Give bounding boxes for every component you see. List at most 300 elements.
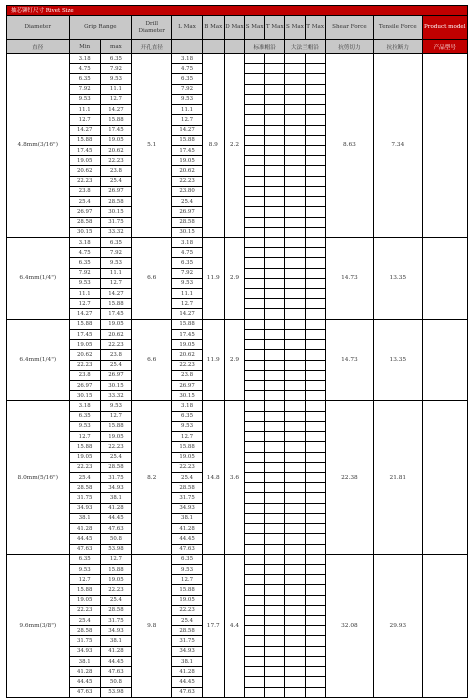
grip-max-cell: 38.1	[100, 493, 131, 503]
s-max-large-cell	[285, 626, 305, 636]
grip-max-cell: 14.27	[100, 289, 131, 299]
s-max-standard-cell	[245, 115, 265, 125]
grip-max-cell: 53.98	[100, 687, 131, 697]
s-max-standard-cell	[245, 575, 265, 585]
grip-min-cell: 23.8	[69, 186, 100, 196]
t-max-standard-cell	[265, 636, 285, 646]
t-max-large-cell	[305, 319, 325, 329]
grip-min-cell: 19.05	[69, 452, 100, 462]
b-max-cell: 17.7	[202, 554, 224, 697]
t-max-standard-cell	[265, 217, 285, 227]
s-max-large-cell	[285, 258, 305, 268]
t-max-standard-cell	[265, 309, 285, 319]
grip-max-cell: 15.88	[100, 421, 131, 431]
s-max-standard-cell	[245, 105, 265, 115]
s-max-large-cell	[285, 381, 305, 391]
grip-min-cell: 12.7	[69, 575, 100, 585]
s-max-standard-cell	[245, 54, 265, 64]
t-max-standard-cell	[265, 575, 285, 585]
grip-max-cell: 11.1	[100, 84, 131, 94]
t-max-standard-cell	[265, 186, 285, 196]
s-max-large-cell	[285, 391, 305, 401]
grip-min-cell: 11.1	[69, 105, 100, 115]
s-max-standard-cell	[245, 176, 265, 186]
t-max-large-cell	[305, 360, 325, 370]
grip-min-cell: 15.88	[69, 319, 100, 329]
grip-max-cell: 19.05	[100, 319, 131, 329]
l-max-cell: 7.92	[172, 268, 202, 278]
t-max-standard-cell	[265, 626, 285, 636]
b-max-cell: 8.9	[202, 54, 224, 238]
l-max-cell: 19.05	[172, 156, 202, 166]
t-max-standard-cell	[265, 176, 285, 186]
l-max-cell: 19.05	[172, 595, 202, 605]
grip-max-cell: 26.97	[100, 370, 131, 380]
l-max-cell: 23.8	[172, 370, 202, 380]
grip-max-cell: 25.4	[100, 452, 131, 462]
grip-min-cell: 38.1	[69, 513, 100, 523]
grip-max-cell: 11.1	[100, 268, 131, 278]
subheader-drill: 开孔直径	[132, 40, 172, 54]
grip-min-cell: 44.45	[69, 677, 100, 687]
l-max-cell: 11.1	[172, 105, 202, 115]
grip-max-cell: 50.8	[100, 534, 131, 544]
s-max-standard-cell	[245, 278, 265, 288]
t-max-large-cell	[305, 667, 325, 677]
grip-max-cell: 9.53	[100, 401, 131, 411]
s-max-large-cell	[285, 462, 305, 472]
t-max-large-cell	[305, 74, 325, 84]
grip-max-cell: 47.63	[100, 524, 131, 534]
t-max-standard-cell	[265, 329, 285, 339]
l-max-cell: 19.05	[172, 452, 202, 462]
t-max-standard-cell	[265, 268, 285, 278]
s-max-large-cell	[285, 442, 305, 452]
t-max-large-cell	[305, 687, 325, 697]
grip-max-cell: 6.35	[100, 54, 131, 64]
grip-max-cell: 28.58	[100, 462, 131, 472]
l-max-cell: 12.7	[172, 299, 202, 309]
table-row	[7, 237, 468, 247]
grip-max-cell: 12.7	[100, 554, 131, 564]
grip-max-cell: 15.88	[100, 564, 131, 574]
grip-max-cell: 22.23	[100, 585, 131, 595]
grip-min-cell: 14.27	[69, 309, 100, 319]
s-max-large-cell	[285, 299, 305, 309]
l-max-cell: 26.97	[172, 207, 202, 217]
s-max-standard-cell	[245, 319, 265, 329]
s-max-standard-cell	[245, 227, 265, 237]
subheader-l-blank	[172, 40, 202, 54]
t-max-large-cell	[305, 544, 325, 554]
s-max-large-cell	[285, 564, 305, 574]
l-max-cell: 22.23	[172, 360, 202, 370]
t-max-standard-cell	[265, 156, 285, 166]
l-max-cell: 41.28	[172, 667, 202, 677]
s-max-standard-cell	[245, 248, 265, 258]
t-max-standard-cell	[265, 421, 285, 431]
s-max-standard-cell	[245, 207, 265, 217]
l-max-cell: 28.58	[172, 626, 202, 636]
grip-min-cell: 6.35	[69, 74, 100, 84]
t-max-standard-cell	[265, 248, 285, 258]
s-max-large-cell	[285, 411, 305, 421]
s-max-large-cell	[285, 217, 305, 227]
s-max-large-cell	[285, 677, 305, 687]
grip-min-cell: 7.92	[69, 268, 100, 278]
grip-min-cell: 19.05	[69, 156, 100, 166]
s-max-large-cell	[285, 64, 305, 74]
s-max-standard-cell	[245, 462, 265, 472]
s-max-standard-cell	[245, 544, 265, 554]
grip-max-cell: 12.7	[100, 94, 131, 104]
t-max-standard-cell	[265, 452, 285, 462]
t-max-standard-cell	[265, 360, 285, 370]
l-max-cell: 11.1	[172, 289, 202, 299]
t-max-standard-cell	[265, 64, 285, 74]
tensile-force-cell: 7.34	[374, 54, 422, 238]
grip-min-cell: 12.7	[69, 115, 100, 125]
t-max-large-cell	[305, 493, 325, 503]
t-max-large-cell	[305, 626, 325, 636]
s-max-large-cell	[285, 186, 305, 196]
t-max-large-cell	[305, 554, 325, 564]
subheader-shear: 抗剪切力	[325, 40, 373, 54]
s-max-standard-cell	[245, 421, 265, 431]
grip-min-cell: 4.75	[69, 248, 100, 258]
grip-max-cell: 25.4	[100, 176, 131, 186]
l-max-cell: 26.97	[172, 381, 202, 391]
t-max-standard-cell	[265, 197, 285, 207]
grip-min-cell: 14.27	[69, 125, 100, 135]
drill-diameter-cell: 6.6	[132, 319, 172, 401]
t-max-standard-cell	[265, 84, 285, 94]
t-max-large-cell	[305, 186, 325, 196]
t-max-large-cell	[305, 370, 325, 380]
drill-diameter-cell: 6.6	[132, 237, 172, 319]
t-max-standard-cell	[265, 105, 285, 115]
grip-max-cell: 19.05	[100, 135, 131, 145]
grip-max-cell: 30.15	[100, 207, 131, 217]
grip-min-cell: 34.93	[69, 646, 100, 656]
l-max-cell: 22.23	[172, 605, 202, 615]
grip-max-cell: 33.32	[100, 227, 131, 237]
t-max-large-cell	[305, 84, 325, 94]
grip-max-cell: 50.8	[100, 677, 131, 687]
s-max-standard-cell	[245, 237, 265, 247]
t-max-large-cell	[305, 401, 325, 411]
l-max-cell: 28.58	[172, 483, 202, 493]
grip-min-cell: 26.97	[69, 381, 100, 391]
l-max-cell: 28.58	[172, 217, 202, 227]
grip-max-cell: 6.35	[100, 237, 131, 247]
header-shear-force: Shear Force	[325, 16, 373, 40]
t-max-standard-cell	[265, 207, 285, 217]
t-max-standard-cell	[265, 94, 285, 104]
grip-max-cell: 25.4	[100, 360, 131, 370]
t-max-large-cell	[305, 636, 325, 646]
t-max-large-cell	[305, 115, 325, 125]
grip-min-cell: 19.05	[69, 595, 100, 605]
table-row	[7, 54, 468, 64]
diameter-cell: 6.4mm(1/4")	[7, 237, 70, 319]
t-max-large-cell	[305, 462, 325, 472]
t-max-standard-cell	[265, 554, 285, 564]
grip-max-cell: 30.15	[100, 381, 131, 391]
t-max-standard-cell	[265, 483, 285, 493]
s-max-large-cell	[285, 145, 305, 155]
s-max-standard-cell	[245, 656, 265, 666]
s-max-standard-cell	[245, 616, 265, 626]
header-s-max-large: S Max	[285, 16, 305, 40]
s-max-large-cell	[285, 667, 305, 677]
s-max-standard-cell	[245, 452, 265, 462]
s-max-large-cell	[285, 278, 305, 288]
s-max-large-cell	[285, 115, 305, 125]
l-max-cell: 20.62	[172, 350, 202, 360]
s-max-standard-cell	[245, 135, 265, 145]
t-max-large-cell	[305, 237, 325, 247]
s-max-standard-cell	[245, 309, 265, 319]
s-max-standard-cell	[245, 329, 265, 339]
s-max-large-cell	[285, 176, 305, 186]
l-max-cell: 22.23	[172, 462, 202, 472]
grip-min-cell: 28.58	[69, 217, 100, 227]
s-max-large-cell	[285, 156, 305, 166]
product-model-cell	[422, 401, 467, 554]
l-max-cell: 12.7	[172, 432, 202, 442]
rivet-spec-table	[6, 15, 468, 698]
t-max-standard-cell	[265, 616, 285, 626]
grip-max-cell: 41.28	[100, 646, 131, 656]
s-max-large-cell	[285, 309, 305, 319]
t-max-large-cell	[305, 258, 325, 268]
t-max-standard-cell	[265, 145, 285, 155]
s-max-large-cell	[285, 513, 305, 523]
l-max-cell: 17.45	[172, 145, 202, 155]
t-max-standard-cell	[265, 319, 285, 329]
s-max-standard-cell	[245, 145, 265, 155]
subheader-diameter: 直径	[7, 40, 70, 54]
t-max-standard-cell	[265, 166, 285, 176]
grip-min-cell: 23.8	[69, 370, 100, 380]
t-max-standard-cell	[265, 544, 285, 554]
header-s-max-standard: S Max	[245, 16, 265, 40]
table-row	[7, 319, 468, 329]
s-max-large-cell	[285, 135, 305, 145]
grip-max-cell: 9.53	[100, 258, 131, 268]
l-max-cell: 30.15	[172, 227, 202, 237]
t-max-standard-cell	[265, 667, 285, 677]
grip-min-cell: 30.15	[69, 391, 100, 401]
s-max-standard-cell	[245, 370, 265, 380]
t-max-standard-cell	[265, 135, 285, 145]
s-max-standard-cell	[245, 74, 265, 84]
t-max-standard-cell	[265, 54, 285, 64]
l-max-cell: 14.27	[172, 309, 202, 319]
grip-max-cell: 15.88	[100, 115, 131, 125]
header-d-max: D Max	[224, 16, 244, 40]
d-max-cell: 4.4	[224, 554, 244, 697]
s-max-large-cell	[285, 687, 305, 697]
s-max-large-cell	[285, 329, 305, 339]
grip-max-cell: 44.45	[100, 513, 131, 523]
grip-min-cell: 20.62	[69, 166, 100, 176]
tensile-force-cell: 13.35	[374, 319, 422, 401]
grip-max-cell: 19.05	[100, 575, 131, 585]
sheet-title: 抽芯铆钉尺寸 Rivet Size	[6, 5, 468, 15]
header-l-max: L Max	[172, 16, 202, 40]
s-max-large-cell	[285, 472, 305, 482]
s-max-standard-cell	[245, 258, 265, 268]
t-max-large-cell	[305, 248, 325, 258]
l-max-cell: 12.7	[172, 115, 202, 125]
grip-min-cell: 28.58	[69, 483, 100, 493]
grip-min-cell: 38.1	[69, 656, 100, 666]
l-max-cell: 22.23	[172, 176, 202, 186]
s-max-standard-cell	[245, 350, 265, 360]
s-max-standard-cell	[245, 493, 265, 503]
grip-min-cell: 9.53	[69, 94, 100, 104]
t-max-large-cell	[305, 442, 325, 452]
subheader-tensile: 抗拉断力	[374, 40, 422, 54]
grip-max-cell: 22.23	[100, 442, 131, 452]
s-max-large-cell	[285, 340, 305, 350]
grip-max-cell: 34.93	[100, 483, 131, 493]
diameter-cell: 6.4mm(1/4")	[7, 319, 70, 401]
l-max-cell: 15.88	[172, 442, 202, 452]
l-max-cell: 9.53	[172, 564, 202, 574]
grip-min-cell: 26.97	[69, 207, 100, 217]
grip-max-cell: 33.32	[100, 391, 131, 401]
grip-min-cell: 41.28	[69, 667, 100, 677]
s-max-large-cell	[285, 248, 305, 258]
l-max-cell: 38.1	[172, 513, 202, 523]
product-model-cell	[422, 319, 467, 401]
diameter-cell: 9.6mm(3/8")	[7, 554, 70, 697]
header-diameter: Diameter	[7, 16, 70, 40]
t-max-large-cell	[305, 381, 325, 391]
s-max-standard-cell	[245, 411, 265, 421]
grip-min-cell: 25.4	[69, 472, 100, 482]
d-max-cell: 2.2	[224, 54, 244, 238]
grip-min-cell: 28.58	[69, 626, 100, 636]
grip-min-cell: 3.18	[69, 237, 100, 247]
grip-min-cell: 19.05	[69, 340, 100, 350]
grip-min-cell: 15.88	[69, 135, 100, 145]
t-max-standard-cell	[265, 595, 285, 605]
l-max-cell: 4.75	[172, 248, 202, 258]
header-grip-range: Grip Range	[69, 16, 132, 40]
t-max-large-cell	[305, 513, 325, 523]
grip-max-cell: 28.58	[100, 605, 131, 615]
grip-min-cell: 15.88	[69, 442, 100, 452]
s-max-standard-cell	[245, 636, 265, 646]
s-max-large-cell	[285, 207, 305, 217]
grip-min-cell: 17.45	[69, 329, 100, 339]
s-max-standard-cell	[245, 156, 265, 166]
t-max-large-cell	[305, 105, 325, 115]
b-max-cell: 11.9	[202, 237, 224, 319]
d-max-cell: 2.9	[224, 319, 244, 401]
grip-max-cell: 9.53	[100, 74, 131, 84]
s-max-standard-cell	[245, 667, 265, 677]
grip-max-cell: 34.93	[100, 626, 131, 636]
l-max-cell: 34.93	[172, 503, 202, 513]
l-max-cell: 3.18	[172, 54, 202, 64]
grip-max-cell: 14.27	[100, 105, 131, 115]
l-max-cell: 7.92	[172, 84, 202, 94]
s-max-standard-cell	[245, 94, 265, 104]
t-max-standard-cell	[265, 227, 285, 237]
grip-min-cell: 22.23	[69, 176, 100, 186]
t-max-large-cell	[305, 605, 325, 615]
s-max-large-cell	[285, 503, 305, 513]
product-model-cell	[422, 554, 467, 697]
shear-force-cell: 14.73	[325, 319, 373, 401]
table-row	[7, 401, 468, 411]
grip-max-cell: 23.8	[100, 350, 131, 360]
grip-min-cell: 3.18	[69, 401, 100, 411]
t-max-standard-cell	[265, 289, 285, 299]
grip-max-cell: 26.97	[100, 186, 131, 196]
t-max-large-cell	[305, 503, 325, 513]
s-max-large-cell	[285, 616, 305, 626]
grip-max-cell: 25.4	[100, 595, 131, 605]
s-max-large-cell	[285, 401, 305, 411]
s-max-standard-cell	[245, 687, 265, 697]
t-max-large-cell	[305, 207, 325, 217]
drill-diameter-cell: 8.2	[132, 401, 172, 554]
s-max-large-cell	[285, 237, 305, 247]
s-max-large-cell	[285, 166, 305, 176]
t-max-large-cell	[305, 483, 325, 493]
subheader-large-flange: 大法兰帽沿	[285, 40, 325, 54]
l-max-cell: 6.35	[172, 554, 202, 564]
l-max-cell: 23.80	[172, 186, 202, 196]
tensile-force-cell: 21.81	[374, 401, 422, 554]
l-max-cell: 47.63	[172, 687, 202, 697]
l-max-cell: 31.75	[172, 493, 202, 503]
s-max-large-cell	[285, 94, 305, 104]
t-max-standard-cell	[265, 278, 285, 288]
s-max-large-cell	[285, 268, 305, 278]
t-max-large-cell	[305, 289, 325, 299]
t-max-standard-cell	[265, 391, 285, 401]
t-max-standard-cell	[265, 299, 285, 309]
grip-max-cell: 47.63	[100, 667, 131, 677]
header-t-max-standard: T Max	[265, 16, 285, 40]
grip-max-cell: 41.28	[100, 503, 131, 513]
grip-min-cell: 20.62	[69, 350, 100, 360]
table-row	[7, 554, 468, 564]
drill-diameter-cell: 5.1	[132, 54, 172, 238]
t-max-standard-cell	[265, 411, 285, 421]
grip-max-cell: 12.7	[100, 278, 131, 288]
s-max-standard-cell	[245, 524, 265, 534]
grip-max-cell: 20.62	[100, 145, 131, 155]
l-max-cell: 15.88	[172, 585, 202, 595]
t-max-large-cell	[305, 575, 325, 585]
b-max-cell: 14.8	[202, 401, 224, 554]
t-max-standard-cell	[265, 493, 285, 503]
grip-min-cell: 6.35	[69, 554, 100, 564]
s-max-large-cell	[285, 575, 305, 585]
l-max-cell: 3.18	[172, 237, 202, 247]
l-max-cell: 9.53	[172, 421, 202, 431]
t-max-standard-cell	[265, 687, 285, 697]
s-max-large-cell	[285, 370, 305, 380]
